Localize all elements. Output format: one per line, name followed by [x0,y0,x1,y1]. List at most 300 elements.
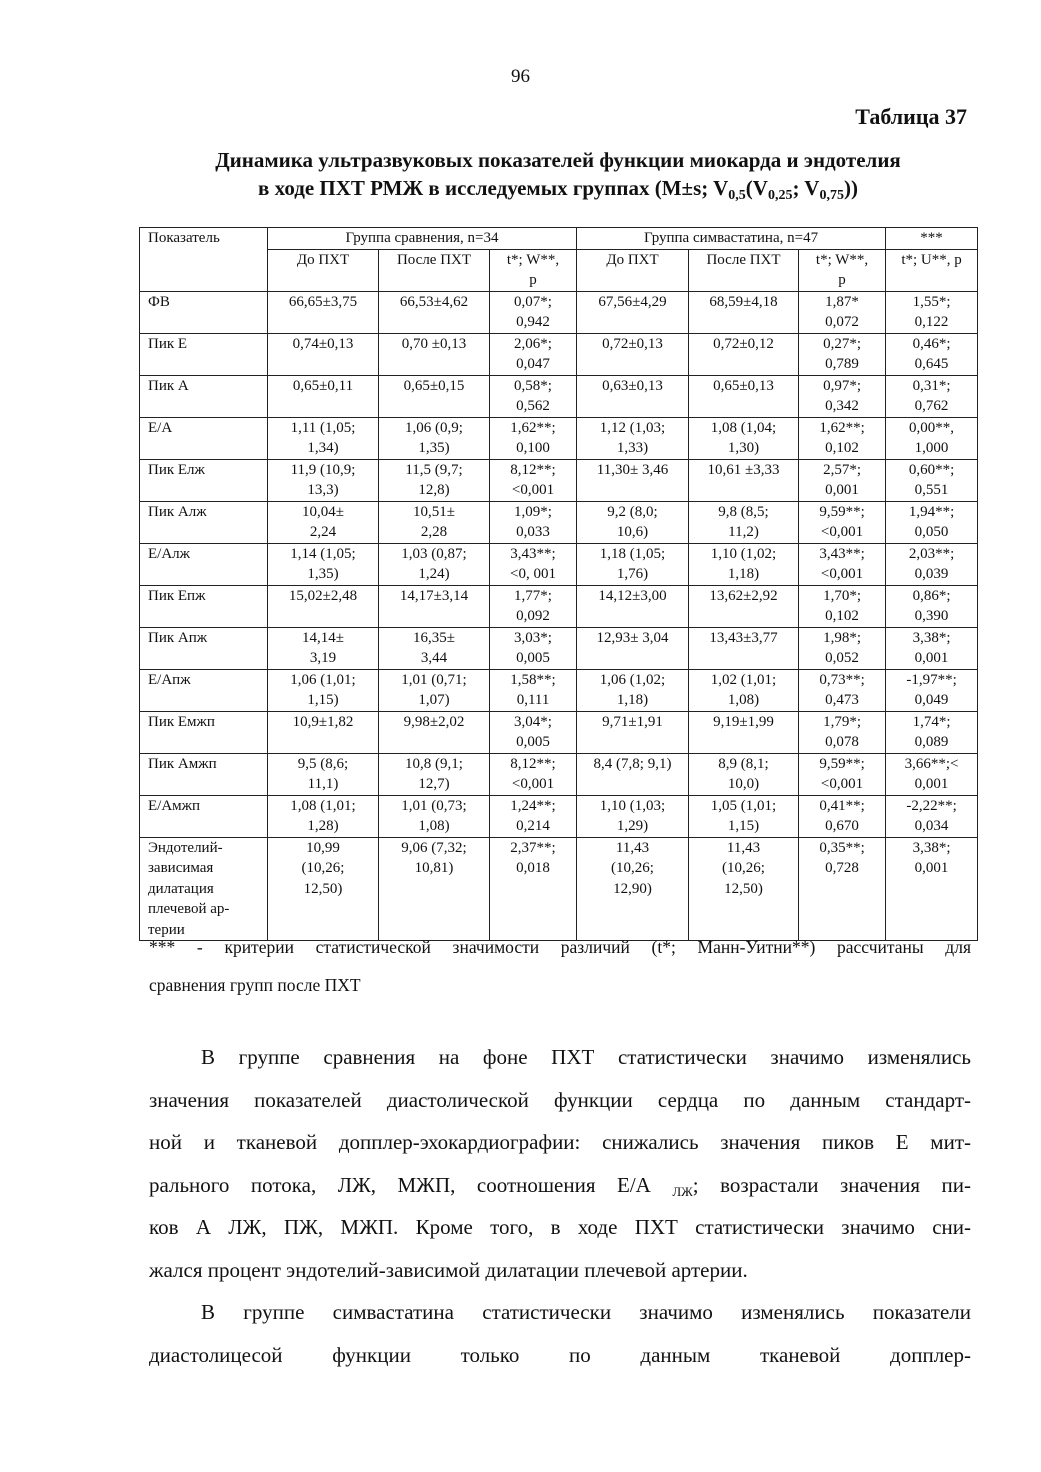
value-cell [490,501,577,543]
footnote-line-1: *** - критерии статистической значимости различий (t*; Манн-Уитни**) рассчитаны для [149,937,971,957]
value-cell [886,291,978,333]
row-label-cell [140,459,268,501]
cell-text: 8,9 (8,1; [718,755,769,772]
cell-text: 1,08 (1,01; [290,797,356,814]
value-cell [577,417,689,459]
cell-text: 1,87* [825,293,859,310]
cell-text: 1,08) [418,818,450,834]
cell-text: 9,2 (8,0; [607,503,658,520]
cell-text: 10,51± [413,503,455,520]
footnote-line-2: сравнения групп после ПХТ [149,975,361,995]
value-cell [886,459,978,501]
value-cell [799,627,886,669]
body-text [149,1036,971,1376]
value-cell [689,417,799,459]
paragraph-1-line-6: жался процент эндотелий-зависимой дилатации плечевой артерии. [149,1257,748,1282]
cell-text: 1,08) [727,692,760,708]
cell-text: 0,86*; [912,587,951,604]
cell-text: 0,72±0,12 [713,335,774,352]
value-cell [268,669,379,711]
cell-text: 8,12**; [510,461,556,478]
row-label-cell [140,375,268,417]
cell-text: 1,02 (1,01; [710,671,777,688]
value-cell [268,795,379,837]
cell-text: 1,06 (0,9; [405,419,463,436]
header-group-simvastatin: Группа симвастатина, n=47 [577,228,886,250]
cell-text: 0,70 ±0,13 [401,335,467,352]
title-mid-2: ; V [792,176,820,200]
paragraph-1-line-4 [149,1164,971,1207]
row-label-cell [140,291,268,333]
cell-text: 2,06*; [514,335,552,352]
cell-text: 0,005 [516,734,550,750]
cell-text: ФВ [148,293,170,310]
cell-text: 1,62**; [819,419,865,436]
title-sub-2: 0,25 [767,188,793,203]
cell-text: 11,30± 3,46 [596,461,669,478]
cell-text: (10,26; [301,860,345,876]
value-cell [490,669,577,711]
cell-text: 11,43 [726,839,761,856]
cell-text: 1,18) [727,566,760,582]
table-row [140,375,978,417]
cell-text: 11,43 [615,839,650,856]
cell-text: плечевой ар- [148,901,230,917]
value-cell [886,417,978,459]
value-cell [379,291,490,333]
cell-text: 3,03*; [514,629,552,646]
value-cell [689,333,799,375]
paragraph-1-line-2: значения показателей диастолической функции сердца по данным стандарт- [149,1087,971,1112]
value-cell [886,501,978,543]
value-cell [799,333,886,375]
cell-text: 0,052 [825,650,859,666]
cell-text: 12,7) [418,776,450,792]
value-cell [886,333,978,375]
value-cell [577,795,689,837]
value-cell [379,333,490,375]
cell-text: 14,12±3,00 [598,587,667,604]
value-cell [689,753,799,795]
value-cell [799,459,886,501]
cell-text: 10,6) [616,524,649,540]
value-cell [379,627,490,669]
cell-text: 12,93± 3,04 [596,629,669,646]
table-row [140,291,978,333]
value-cell [379,501,490,543]
cell-text: 0,102 [825,608,859,624]
cell-text: 1,18) [616,692,649,708]
cell-text: 3,38*; [912,839,951,856]
cell-text: 0,102 [825,440,859,456]
cell-text: 0,001 [914,860,949,876]
value-cell [490,795,577,837]
paragraph-2 [149,1291,971,1376]
value-cell [799,753,886,795]
cell-text: 1,76) [616,566,649,582]
cell-text: зависимая [148,860,214,876]
value-cell [799,711,886,753]
header-before-1: До ПХТ [268,249,379,291]
cell-text: 1,11 (1,05; [290,419,356,436]
cell-text: 1,18 (1,05; [599,545,666,562]
cell-text: 2,24 [309,524,337,540]
cell-text: Пик А [148,377,189,394]
cell-text: 2,03**; [908,545,955,562]
table-row [140,333,978,375]
table-row [140,837,978,941]
cell-text: 1,35) [307,566,339,582]
value-cell [490,543,577,585]
cell-text: 1,79*; [823,713,861,730]
cell-text: 0,562 [516,398,550,414]
value-cell [577,837,689,941]
cell-text: 1,28) [307,818,339,834]
cell-text: 0,214 [516,818,550,834]
cell-text: 0,645 [914,356,949,372]
value-cell [886,627,978,669]
page-number: 96 [511,66,530,87]
cell-text: 1,01 (0,71; [401,671,467,688]
row-label-cell [140,627,268,669]
header-before-2: До ПХТ [577,249,689,291]
value-cell [799,501,886,543]
table-title [120,146,996,202]
row-label-cell [140,333,268,375]
header-indicator: Показатель [140,228,268,292]
value-cell [799,375,886,417]
value-cell [490,627,577,669]
cell-text: 0,072 [825,314,859,330]
cell-text: 0,46*; [912,335,951,352]
cell-text: 0,039 [914,566,949,582]
cell-text: 0,73**; [819,671,865,688]
cell-text: 2,57*; [823,461,861,478]
cell-text: 1,15) [727,818,760,834]
value-cell [268,543,379,585]
value-cell [689,627,799,669]
paragraph-1-line-1: В группе сравнения на фоне ПХТ статистически значимо изменялись [201,1045,971,1069]
cell-text: 9,98±2,02 [403,713,465,730]
row-label-cell [140,669,268,711]
value-cell [268,837,379,941]
cell-text: 11,5 (9,7; [405,461,463,478]
cell-text: <0,001 [820,566,864,582]
cell-text: 1,24) [418,566,450,582]
cell-text: дилатация [148,880,214,897]
row-label-cell [140,837,268,941]
cell-text: 0,092 [516,608,550,624]
cell-text: 0,033 [516,524,550,540]
value-cell [799,291,886,333]
row-label-cell [140,417,268,459]
value-cell [886,837,978,941]
table-row [140,501,978,543]
cell-text: 8,4 (7,8; 9,1) [593,755,672,772]
cell-text: 0,27*; [823,335,861,352]
cell-text: 0,001 [914,776,949,792]
cell-text: 0,670 [825,818,859,834]
title-line-2-main: в ходе ПХТ РМЖ в исследуемых группах (M±s; V [258,176,729,200]
cell-text: 15,02±2,48 [288,587,358,604]
value-cell [268,753,379,795]
cell-text: 1,03 (0,87; [401,545,467,562]
cell-text: 0,58*; [514,377,552,394]
paragraph-2-line-2: диастолицесой функции только по данным тканевой допплер- [149,1342,971,1367]
cell-text: Е/Алж [148,545,191,562]
title-tail: )) [843,176,858,200]
results-table [139,227,978,941]
cell-text: 11,2) [728,524,759,540]
cell-text: 8,12**; [510,755,556,772]
value-cell [379,459,490,501]
cell-text: 0,65±0,11 [292,377,354,394]
cell-text: 9,5 (8,6; [297,755,349,772]
cell-text: 0,018 [516,860,550,876]
value-cell [689,585,799,627]
value-cell [799,417,886,459]
value-cell [490,753,577,795]
value-cell [799,795,886,837]
cell-text: 1,30) [727,440,760,456]
cell-text: 0,07*; [514,293,552,310]
title-sub-1: 0,5 [728,188,746,203]
cell-text: 13,3) [307,482,339,498]
cell-text: 9,8 (8,5; [718,503,769,520]
cell-text: 2,37**; [510,839,556,856]
value-cell [268,459,379,501]
cell-text: 12,50) [303,880,343,897]
cell-text: Эндотелий- [148,839,223,856]
value-cell [689,669,799,711]
cell-text: 1,10 (1,02; [710,545,777,562]
cell-text: 1,77*; [514,587,552,604]
table-row [140,711,978,753]
header-after-1: После ПХТ [379,249,490,291]
cell-text: Пик Алж [148,503,207,520]
value-cell [886,711,978,753]
cell-text: 2,28 [420,524,448,540]
value-cell [577,627,689,669]
value-cell [577,669,689,711]
cell-text: 1,06 (1,02; [599,671,666,688]
value-cell [886,375,978,417]
cell-text: 10,0) [727,776,760,792]
cell-text: 3,04*; [514,713,552,730]
row-label-cell [140,585,268,627]
cell-text: 0,97*; [823,377,861,394]
cell-text: 12,50) [724,880,763,897]
value-cell [577,291,689,333]
cell-text: 0,111 [516,692,550,708]
cell-text: (10,26; [611,860,654,876]
cell-text: 1,55*; [912,293,951,310]
cell-text: 1,58**; [510,671,556,688]
cell-text: 1,000 [914,440,949,456]
cell-text: 0,551 [914,482,949,498]
paragraph-1-line-4-a: рального потока, ЛЖ, МЖП, соотношения Е/А [149,1172,673,1197]
cell-text: 9,59**; [819,755,865,772]
value-cell [379,585,490,627]
cell-text: 0,72±0,13 [602,335,663,352]
header-row-groups [140,228,978,250]
cell-text: 1,05 (1,01; [710,797,777,814]
cell-text: 66,53±4,62 [399,293,469,310]
paragraph-1-line-4-sub: ЛЖ [672,1183,693,1199]
cell-text: Е/Апж [148,671,191,688]
cell-text: 14,17±3,14 [399,587,469,604]
title-sub-3: 0,75 [819,188,844,203]
cell-text: 1,70*; [823,587,861,604]
cell-text: 10,8 (9,1; [405,755,463,772]
value-cell [577,753,689,795]
cell-text: 1,33) [616,440,649,456]
cell-text: 1,98*; [823,629,861,646]
cell-text: Пик Епж [148,587,206,604]
value-cell [490,291,577,333]
cell-text: 3,44 [420,650,448,666]
table-row [140,585,978,627]
cell-text: 13,62±2,92 [709,587,778,604]
cell-text: 10,81) [414,860,454,876]
row-label-cell [140,501,268,543]
value-cell [799,837,886,941]
row-label-cell [140,795,268,837]
table-row [140,417,978,459]
title-line-1: Динамика ультразвуковых показателей функции миокарда и эндотелия [215,148,901,172]
cell-text: 9,59**; [819,503,865,520]
paragraph-1-line-5: ков А ЛЖ, ПЖ, МЖП. Кроме того, в ходе ПХТ статистически значимо сни- [149,1215,971,1239]
cell-text: 1,06 (1,01; [290,671,356,688]
cell-text: (10,26; [722,860,765,876]
value-cell [799,543,886,585]
cell-text: 1,62**; [510,419,556,436]
cell-text: 14,14± [302,629,344,646]
title-line-2 [120,174,996,202]
value-cell [490,459,577,501]
value-cell [886,585,978,627]
value-cell [268,585,379,627]
value-cell [379,375,490,417]
table-row [140,543,978,585]
value-cell [577,333,689,375]
paragraph-1-line-4-b: ; возрастали значения пи- [692,1172,971,1197]
cell-text: 1,07) [418,692,450,708]
cell-text: Е/Амжп [148,797,201,814]
cell-text: Пик Апж [148,629,208,646]
cell-text: 0,005 [516,650,550,666]
value-cell [490,417,577,459]
table-row [140,795,978,837]
cell-text: 1,08 (1,04; [710,419,777,436]
cell-text: -2,22**; [906,797,957,814]
cell-text: 0,001 [825,482,859,498]
cell-text: 0,047 [516,356,550,372]
cell-text: 0,65±0,15 [403,377,465,394]
cell-text: 1,34) [307,440,339,456]
header-stat-2: t*; W**, p [799,249,886,291]
value-cell [268,417,379,459]
cell-text: Пик Емжп [148,713,215,730]
cell-text: <0, 001 [510,566,556,582]
cell-text: 0,789 [825,356,859,372]
value-cell [577,501,689,543]
cell-text: 66,65±3,75 [288,293,358,310]
value-cell [799,585,886,627]
cell-text: 0,41**; [819,797,865,814]
value-cell [689,543,799,585]
table-footnote [149,928,971,1004]
value-cell [886,753,978,795]
value-cell [689,291,799,333]
cell-text: -1,97**; [906,671,957,688]
value-cell [379,711,490,753]
header-group-comparison: Группа сравнения, n=34 [268,228,577,250]
cell-text: 0,001 [914,650,949,666]
value-cell [689,501,799,543]
value-cell [886,795,978,837]
value-cell [490,375,577,417]
header-group-between: *** [886,228,978,250]
cell-text: 3,43**; [819,545,865,562]
cell-text: 0,049 [914,692,949,708]
cell-text: 10,9±1,82 [292,713,354,730]
cell-text: 1,15) [307,692,339,708]
cell-text: Е/А [148,419,173,436]
cell-text: <0,001 [820,776,864,792]
cell-text: 68,59±4,18 [709,293,778,310]
cell-text: 0,100 [516,440,550,456]
cell-text: 9,06 (7,32; [401,839,467,856]
value-cell [379,795,490,837]
value-cell [577,585,689,627]
header-stat-3: t*; U**, p [886,249,978,291]
cell-text: 0,089 [914,734,949,750]
value-cell [268,291,379,333]
table-row [140,669,978,711]
cell-text: 1,94**; [908,503,955,520]
cell-text: 1,09*; [514,503,552,520]
cell-text: 0,728 [825,860,859,876]
value-cell [490,711,577,753]
value-cell [577,375,689,417]
cell-text: 9,71±1,91 [602,713,663,730]
value-cell [577,711,689,753]
value-cell [689,837,799,941]
cell-text: 0,00**, [909,419,955,436]
cell-text: 9,19±1,99 [713,713,774,730]
cell-text: 10,99 [306,839,340,856]
cell-text: 0,122 [914,314,949,330]
value-cell [689,375,799,417]
cell-text: 1,01 (0,73; [401,797,467,814]
value-cell [268,711,379,753]
value-cell [689,459,799,501]
cell-text: 11,1) [307,776,339,792]
cell-text: <0,001 [511,776,555,792]
value-cell [379,837,490,941]
cell-text: 3,66**;< [904,755,959,772]
cell-text: 0,63±0,13 [602,377,663,394]
cell-text: 0,31*; [912,377,951,394]
cell-text: 0,942 [516,314,550,330]
cell-text: 67,56±4,29 [598,293,667,310]
value-cell [799,669,886,711]
value-cell [490,585,577,627]
table-row [140,627,978,669]
cell-text: 0,74±0,13 [292,335,354,352]
value-cell [577,543,689,585]
